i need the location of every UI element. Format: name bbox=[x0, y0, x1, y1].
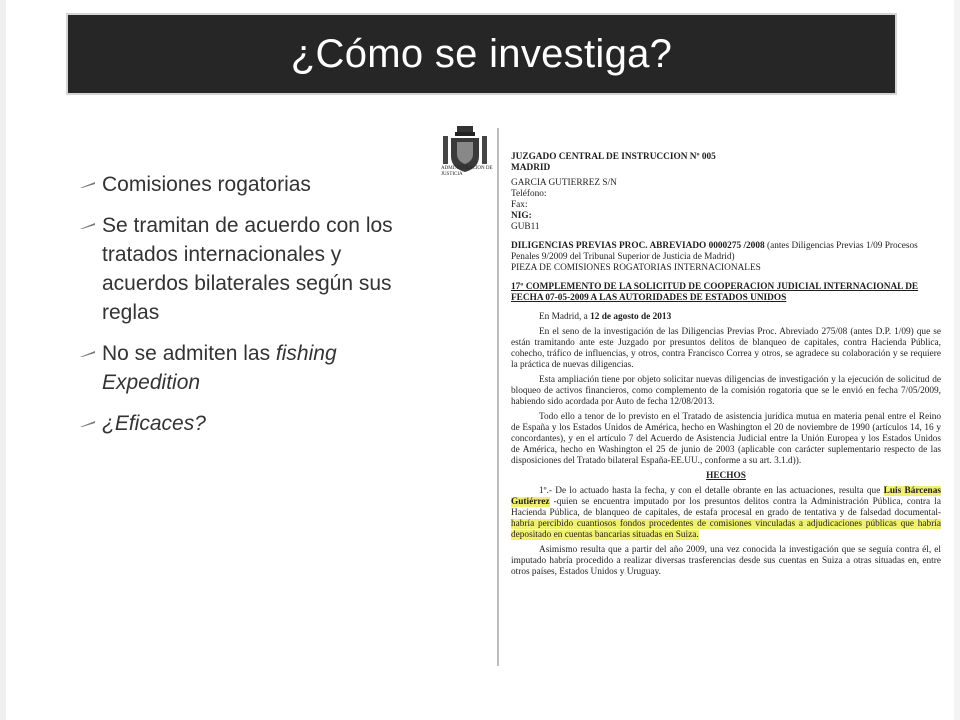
doc-paragraph-4: 1º.- De lo actuado hasta la fecha, y con el detalle obrante en las actuaciones, resulta que Luis Bárcenas Gutiérrez -quien se encuentra imputado por los presuntos delitos contra la Administración Pública, contra la Hacienda Pública, de blanqueo de capitales, de estafa procesal en grado de tentativa y de falsedad documental- habría percibido cuantiosos fondos procedentes de comisiones vinculadas a adjudicaciones públicas que habría depositado en cuentas bancarias situadas en Suiza. bbox=[511, 486, 941, 540]
bullet-item-fishing bbox=[80, 339, 420, 397]
doc-code: GUB11 bbox=[511, 222, 540, 232]
left-edge-shadow bbox=[0, 0, 6, 720]
phone-label: Teléfono: bbox=[511, 189, 547, 199]
bullet-text: Comisiones rogatorias bbox=[102, 173, 311, 196]
bullet-text-italic: ¿Eficaces? bbox=[102, 412, 206, 435]
doc-heading: 17º COMPLEMENTO DE LA SOLICITUD DE COOPERACION JUDICIAL INTERNACIONAL DE FECHA 07-05-2009 A LAS AUTORIDADES DE ESTADOS UNIDOS bbox=[511, 282, 919, 303]
doc-paragraph-5: Asimismo resulta que a partir del año 2009, una vez conocida la investigación que se seguía contra él, el imputado habría procedido a realizar diversas trasferencias desde sus cuentas en Suiza a otras situadas en, entre otros países, Estados Unidos y Uruguay. bbox=[511, 545, 941, 577]
bullet-arrow-icon bbox=[80, 222, 95, 229]
bullet-list bbox=[80, 170, 420, 450]
bullet-item-tramitan bbox=[80, 211, 420, 327]
doc-paragraph-3: Todo ello a tenor de lo previsto en el Tratado de asistencia jurídica mutua en materia penal entre el Reino de España y los Estados Unidos de América, hecho en Washington el 20 de noviembre de 1990 (artículos 14, 16 y concordantes), y en el artículo 7 del Acuerdo de Asistencia Judicial entre la Unión Europea y los Estados Unidos de América, hecho en Washington el 25 de junio de 2003 (aplicable con carácter suplementario respecto de las disposiciones del Tratado bilateral España-EE.UU., conforme a su art. 3.1.d)). bbox=[511, 412, 941, 466]
document-divider bbox=[497, 128, 499, 666]
court-city: MADRID bbox=[511, 163, 551, 173]
document-text bbox=[511, 152, 941, 578]
hechos-heading: HECHOS bbox=[706, 471, 746, 481]
bullet-item-eficaces bbox=[80, 409, 420, 438]
nig-label: NIG: bbox=[511, 211, 532, 221]
bullet-text: No se admiten las bbox=[102, 342, 276, 365]
bullet-text-italic: fishing Expedition bbox=[102, 342, 337, 394]
court-address: GARCIA GUTIERREZ S/N bbox=[511, 178, 617, 188]
fax-label: Fax: bbox=[511, 200, 528, 210]
bullet-item-comisiones bbox=[80, 170, 420, 199]
doc-paragraph-2: Esta ampliación tiene por objeto solicitar nuevas diligencias de investigación y la ejecución de solicitud de bloqueo de activos financieros, como complemento de la comisión rogatoria que se le envió en fecha 7/05/2009, habiendo sido acordada por Auto de fecha 12/08/2013. bbox=[511, 375, 941, 407]
court-name: JUZGADO CENTRAL DE INSTRUCCION Nº 005 bbox=[511, 152, 716, 162]
bullet-arrow-icon bbox=[80, 181, 95, 188]
bullet-text: Se tramitan de acuerdo con los tratados internacionales y acuerdos bilaterales según sus reglas bbox=[102, 214, 393, 324]
bullet-arrow-icon bbox=[80, 420, 95, 427]
court-document-image bbox=[433, 122, 943, 682]
title-bar bbox=[66, 13, 897, 95]
doc-date: En Madrid, a 12 de agosto de 2013 bbox=[539, 312, 672, 322]
diligencias: DILIGENCIAS PREVIAS PROC. ABREVIADO 0000275 /2008 (antes Diligencias Previas 1/09 Procesos Penales 9/2009 del Tribunal Superior de Justicia de Madrid) bbox=[511, 241, 918, 262]
pieza: PIEZA DE COMISIONES ROGATORIAS INTERNACIONALES bbox=[511, 263, 761, 273]
bullet-arrow-icon bbox=[80, 350, 95, 357]
slide-title: ¿Cómo se investiga? bbox=[290, 31, 673, 76]
doc-paragraph-1: En el seno de la investigación de las Diligencias Previas Proc. Abreviado 275/08 (antes D.P. 1/09) que se están tramitando ante este Juzgado por presuntos delitos de blanqueo de capitales, contra Hacienda Pública, cohecho, tráfico de influencias, y otros, contra Francisco Correa y otros, se agradece su colaboración y se requiere la práctica de nuevas diligencias. bbox=[511, 327, 941, 370]
admin-label: ADMINISTRACION DE JUSTICIA bbox=[441, 166, 493, 177]
right-edge-shadow bbox=[954, 0, 960, 720]
